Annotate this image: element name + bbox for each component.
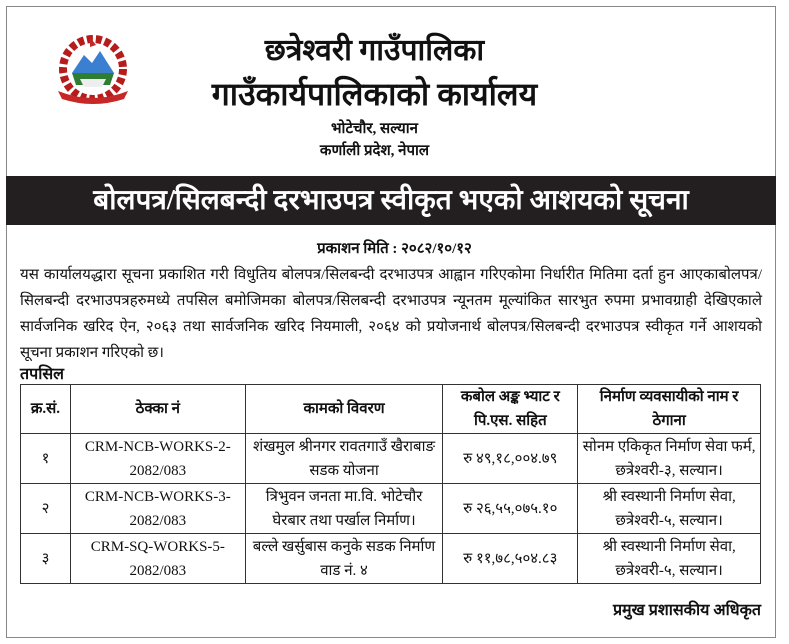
table-header-row xyxy=(21,385,761,434)
description-cell: बल्ले खर्सुबास कनुके सडक निर्माण वाड नं. ४ xyxy=(245,534,443,584)
contractor-cell: श्री स्वस्थानी निर्माण सेवा, छत्रेश्वरी-५, सल्यान। xyxy=(578,484,761,534)
table-row xyxy=(21,534,761,584)
description-cell: शंखमुल श्रीनगर रावतगाउँ खैराबाङ सडक योजना xyxy=(245,434,443,484)
col-contractor: निर्माण व्यवसायीको नाम र ठेगाना xyxy=(578,385,761,434)
address-line-1: भोटेचौर, सल्यान xyxy=(331,121,418,137)
contract-no-cell: CRM-SQ-WORKS-5-2082/083 xyxy=(70,534,245,584)
notice-title: बोलपत्र/सिलबन्दी दरभाउपत्र स्वीकृत भएको आशयको सूचना xyxy=(6,176,776,225)
col-contract-no: ठेक्का नं xyxy=(70,385,245,434)
notice-body: यस कार्यालयद्धारा सूचना प्रकाशित गरी विधुतिय बोलपत्र/सिलबन्दी दरभाउपत्र आह्वान गरिएकोमा निर्धारीत मितिमा दर्ता हुन आएकाबोलपत्र/सिलबन्दी दरभाउपत्रहरुमध्ये तपसिल बमोजिमका बोलपत्र/सिलबन्दी दरभाउपत्र न्यूनतम मूल्यांकित सारभुत रुपमा प्रभावग्राही देखिएकाले सार्वजनिक खरिद ऐन, २०६३ तथा सार्वजनिक खरिद नियमाली, २०६४ को प्रयोजनार्थ बोलपत्र/सिलबन्दी दरभाउपत्र स्वीकृत गर्ने आशयको सूचना प्रकाशन गरिएको छ। xyxy=(20,267,762,361)
amount-cell: रु ११,७८,५०४.८३ xyxy=(443,534,578,584)
amount-cell: रु ४९,१८,००४.७९ xyxy=(443,434,578,484)
office-name: गाउँकार्यपालिकाको कार्यालय xyxy=(211,76,538,112)
contractor-cell: श्री स्वस्थानी निर्माण सेवा, छत्रेश्वरी-५, सल्यान। xyxy=(578,534,761,584)
col-work-description: कामको विवरण xyxy=(245,385,443,434)
serial-cell: ३ xyxy=(21,534,71,584)
amount-cell: रु २६,५५,०७५.१० xyxy=(443,484,578,534)
municipality-name: छत्रेश्वरी गाउँपालिका xyxy=(264,34,485,67)
col-serial: क्र.सं. xyxy=(21,385,71,434)
col-bid-amount: कबोल अङ्क भ्याट र पि.एस. सहित xyxy=(443,385,578,434)
signature-title: प्रमुख प्रशासकीय अधिकृत xyxy=(612,602,761,619)
serial-cell: २ xyxy=(21,484,71,534)
contract-no-cell: CRM-NCB-WORKS-3-2082/083 xyxy=(70,484,245,534)
schedule-heading: तपसिल xyxy=(20,362,64,385)
serial-cell: १ xyxy=(21,434,71,484)
description-cell: त्रिभुवन जनता मा.वि. भोटेचौर घेरबार तथा पर्खाल निर्माण। xyxy=(245,484,443,534)
address-line-2: कर्णाली प्रदेश, नेपाल xyxy=(319,143,430,159)
contractor-cell: सोनम एकिकृत निर्माण सेवा फर्म, छत्रेश्वरी-३, सल्यान। xyxy=(578,434,761,484)
contract-no-cell: CRM-NCB-WORKS-2-2082/083 xyxy=(70,434,245,484)
award-table xyxy=(20,384,761,584)
table-row xyxy=(21,434,761,484)
publish-date: प्रकाशन मिति : २०८२/१०/१२ xyxy=(317,241,472,257)
table-row xyxy=(21,484,761,534)
